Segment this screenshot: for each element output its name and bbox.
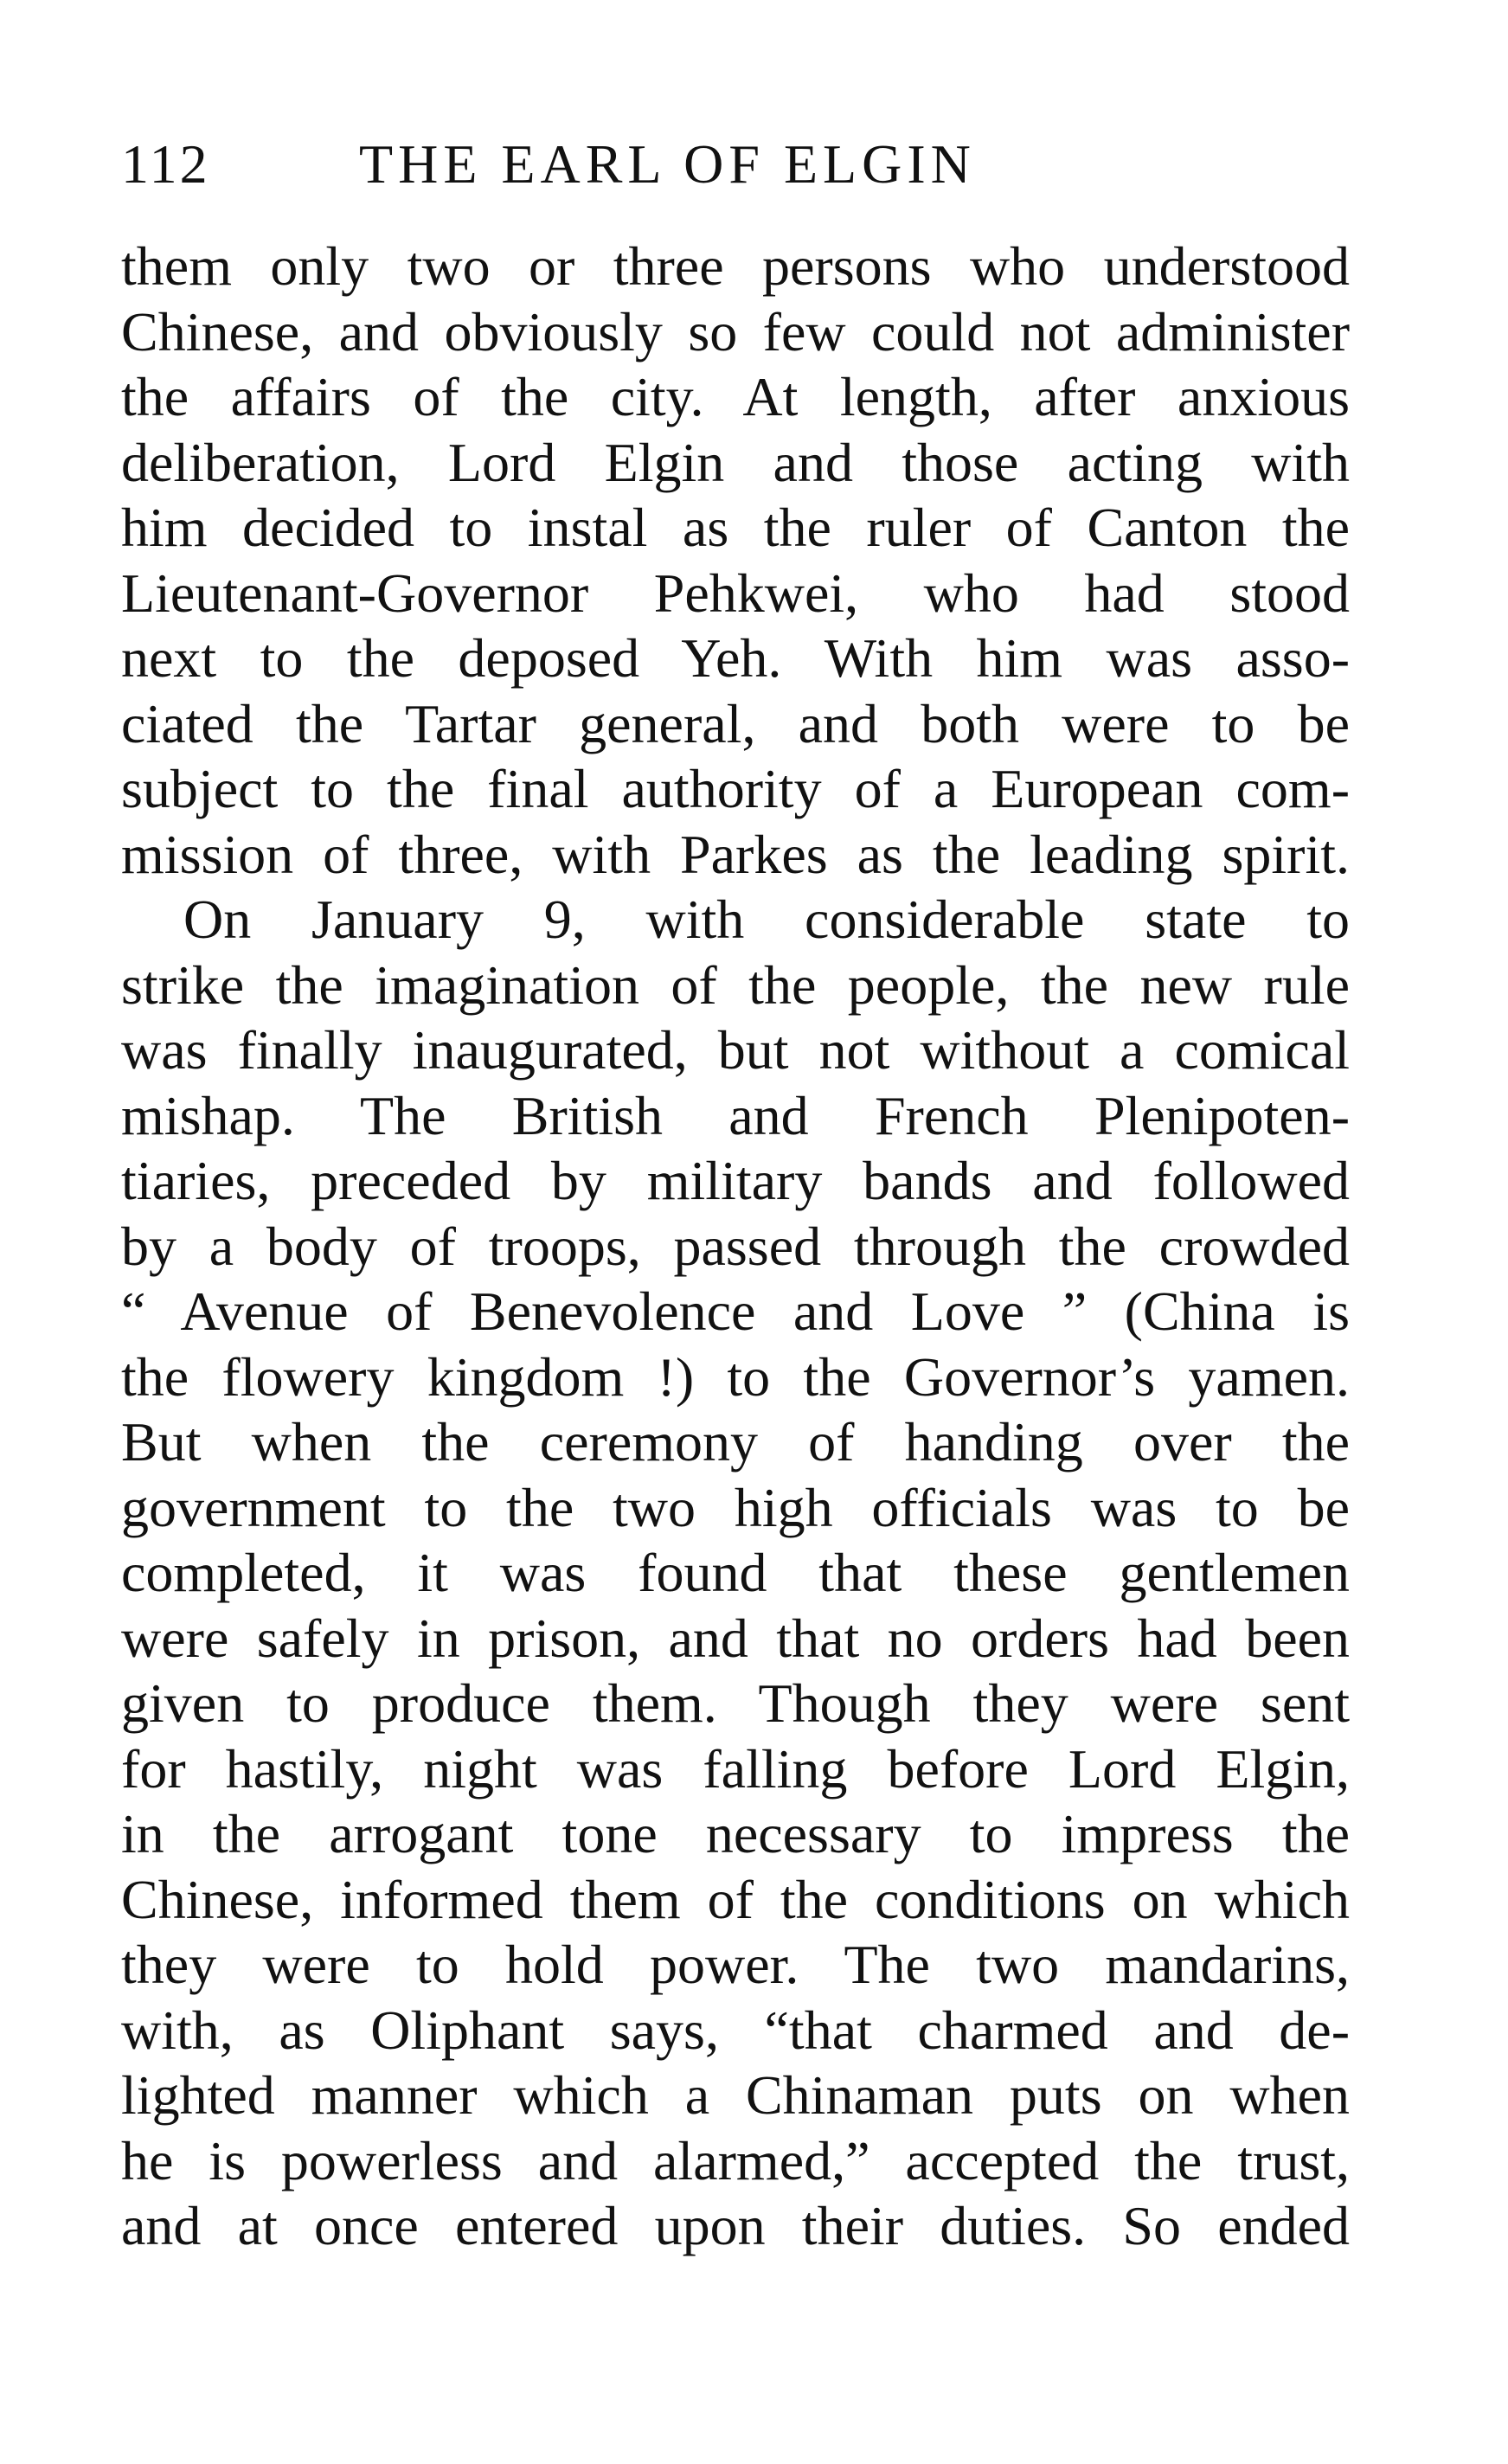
text-line: Chinese, and obviously so few could not administer — [121, 300, 1350, 363]
text-line: mission of three, with Parkes as the leading spirit. — [121, 823, 1350, 885]
text-line: in the arrogant tone necessary to impress the — [121, 1803, 1350, 1864]
text-line: ciated the Tartar general, and both were to be — [121, 692, 1350, 754]
text-line: the affairs of the city. At length, after anxious — [121, 366, 1350, 427]
text-line: given to produce them. Though they were sent — [121, 1672, 1350, 1734]
text-line: tiaries, preceded by military bands and followed — [121, 1150, 1350, 1211]
text-line: “ Avenue of Benevolence and Love ” (China is — [121, 1280, 1350, 1342]
text-line: the flowery kingdom !) to the Governor’s yamen. — [121, 1345, 1350, 1408]
text-line: them only two or three persons who understood — [121, 235, 1350, 297]
text-line: were safely in prison, and that no orders had been — [121, 1607, 1350, 1669]
text-line: lighted manner which a Chinaman puts on when — [121, 2064, 1350, 2126]
text-line: government to the two high officials was to be — [121, 1476, 1350, 1538]
text-line: mishap. The British and French Plenipoten- — [121, 1084, 1350, 1146]
text-line: strike the imagination of the people, the new rule — [121, 953, 1350, 1016]
text-line: for hastily, night was falling before Lord Elgin, — [121, 1737, 1350, 1800]
running-head — [121, 125, 1350, 203]
text-line: deliberation, Lord Elgin and those acting with — [121, 431, 1350, 493]
text-line: next to the deposed Yeh. With him was asso- — [121, 627, 1350, 689]
text-line: But when the ceremony of handing over the — [121, 1411, 1350, 1473]
text-line: was finally inaugurated, but not without a comical — [121, 1019, 1350, 1081]
body-text — [121, 234, 1350, 2259]
text-line: completed, it was found that these gentlemen — [121, 1542, 1350, 1603]
paragraph-first-line: On January 9, with considerable state to — [183, 889, 1350, 950]
text-line: by a body of troops, passed through the crowded — [121, 1215, 1350, 1277]
text-line: subject to the final authority of a European com- — [121, 758, 1350, 819]
text-line: they were to hold power. The two mandarins, — [121, 1934, 1350, 1995]
running-title: THE EARL OF ELGIN — [359, 133, 976, 195]
page-number: 112 — [121, 133, 210, 195]
text-line: he is powerless and alarmed,” accepted the trust, — [121, 2129, 1350, 2191]
text-line: and at once entered upon their duties. So ended — [121, 2195, 1350, 2256]
text-line: with, as Oliphant says, “that charmed and de- — [121, 1999, 1350, 2061]
text-line: Chinese, informed them of the conditions on which — [121, 1868, 1350, 1930]
text-line: Lieutenant-Governor Pehkwei, who had stood — [121, 561, 1350, 624]
text-line: him decided to instal as the ruler of Canton the — [121, 497, 1350, 558]
